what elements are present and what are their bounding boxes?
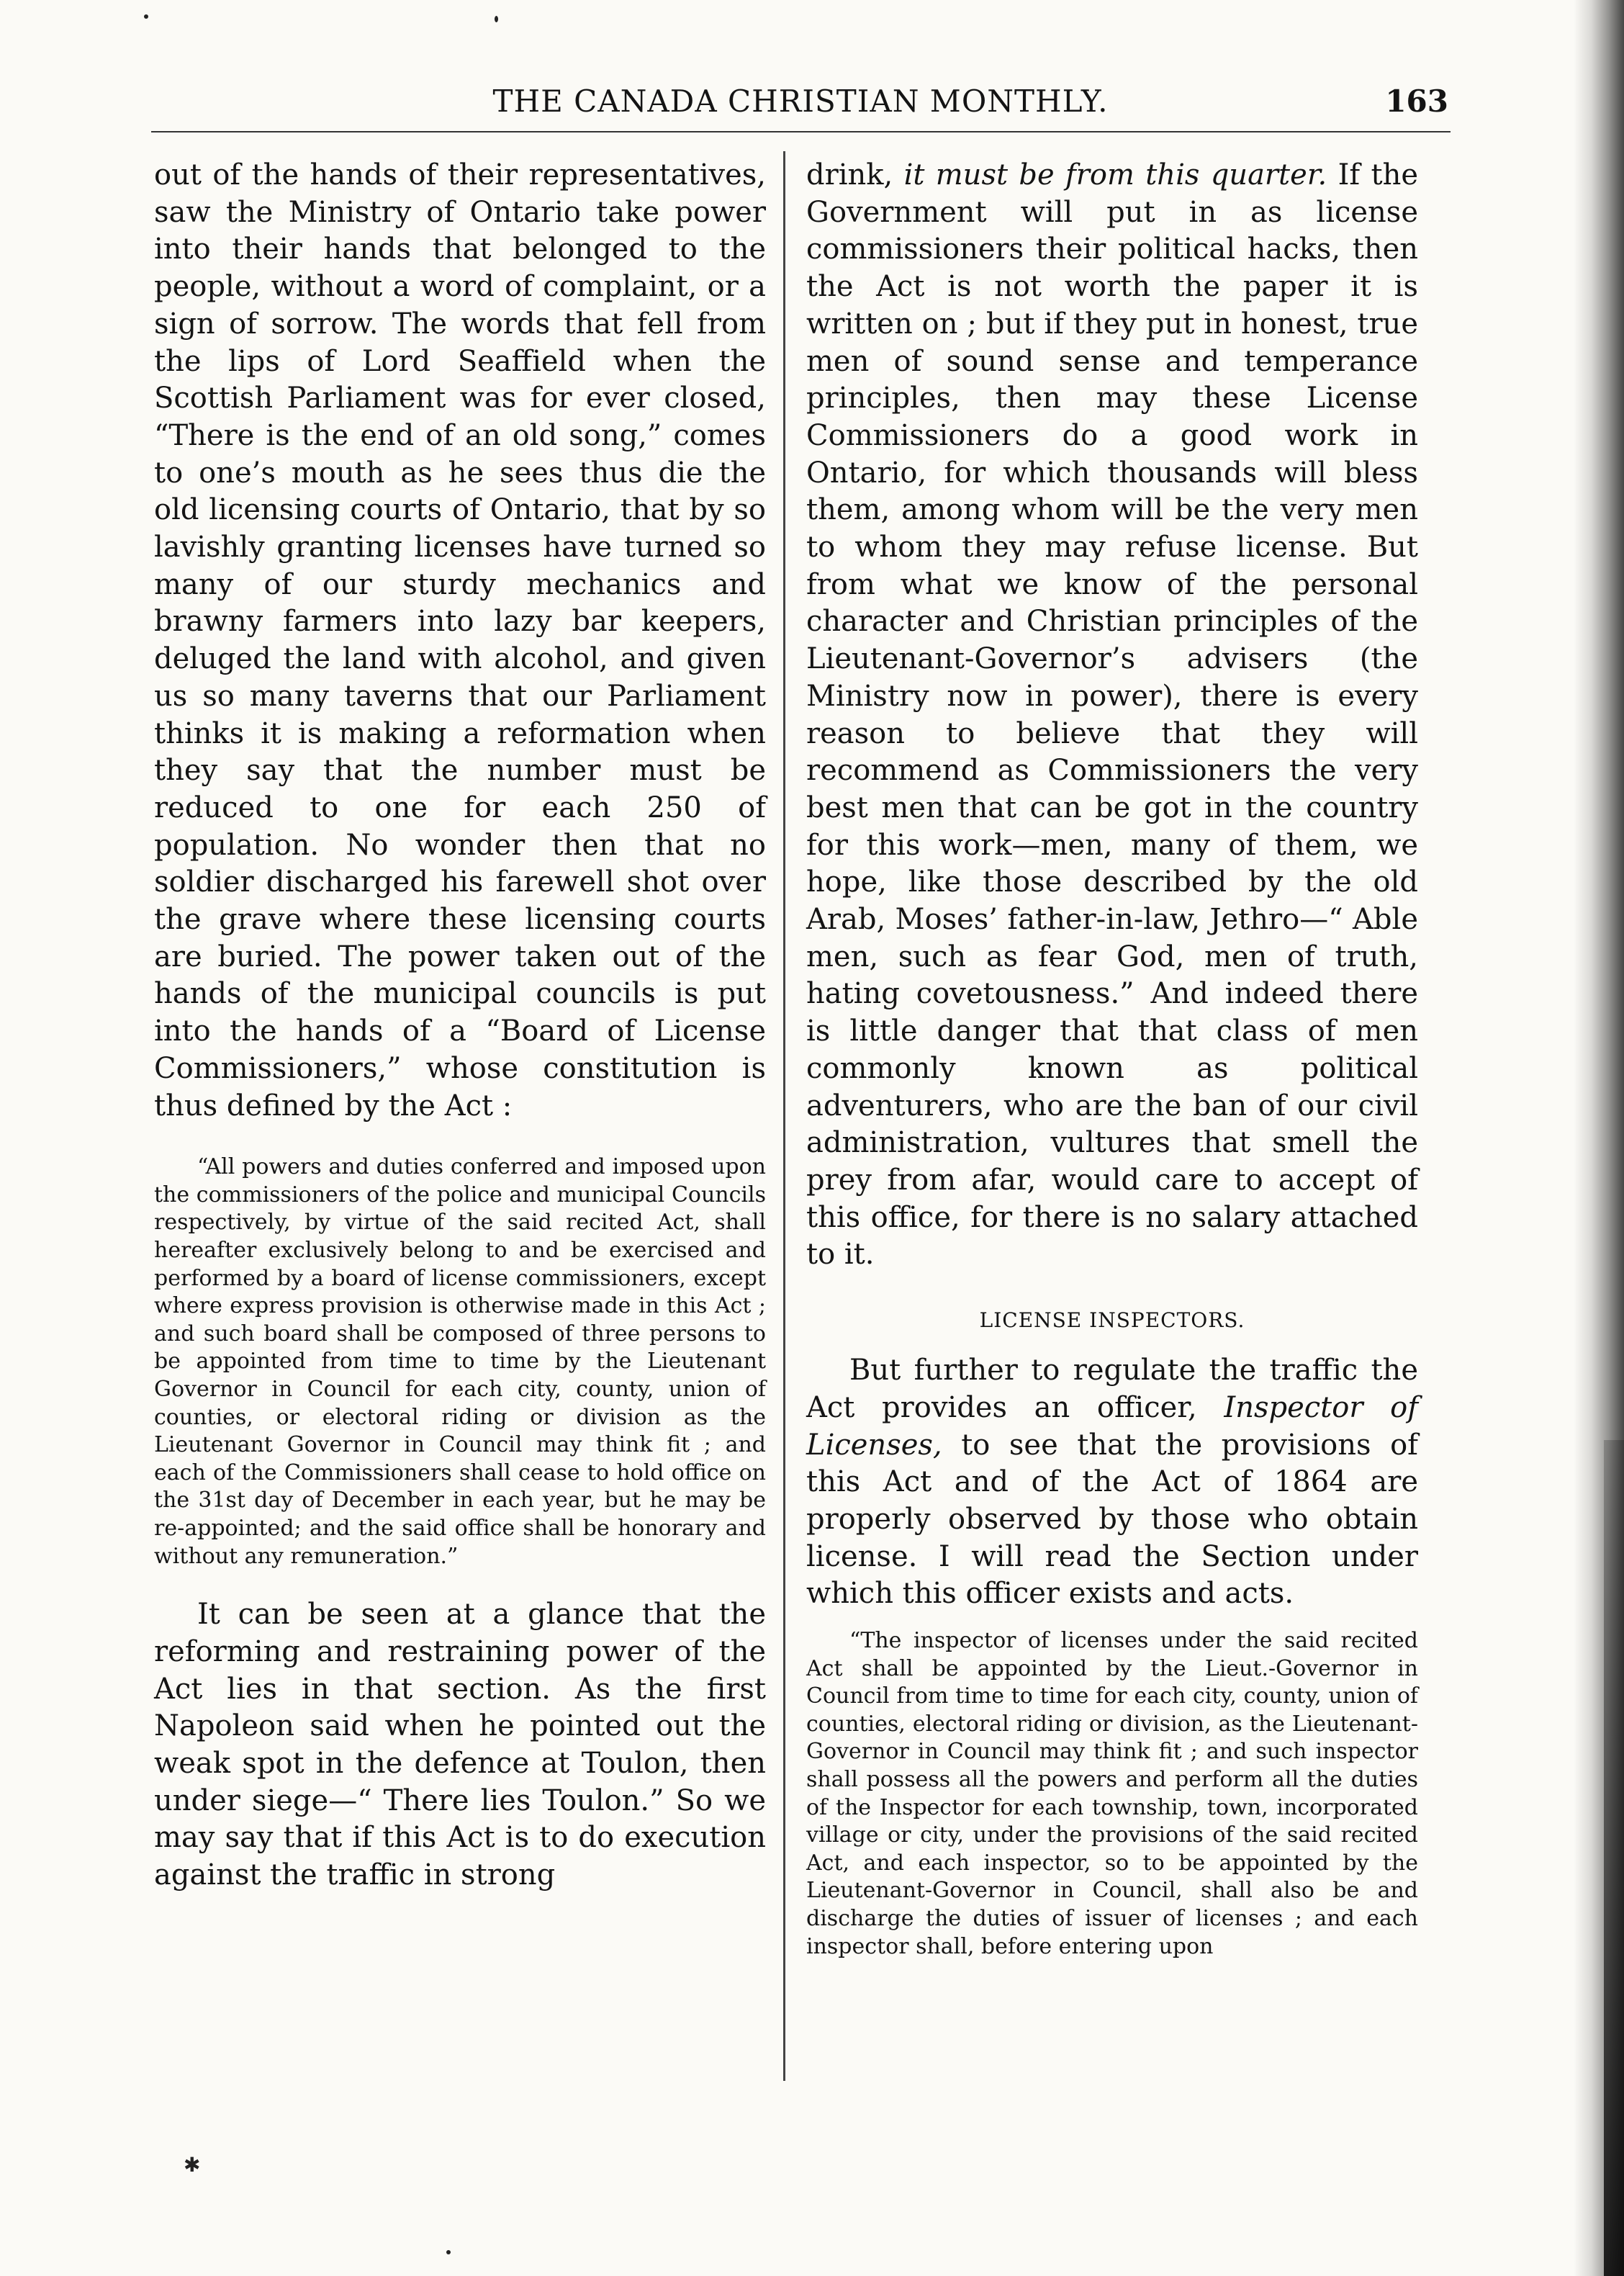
right-p1-rest: If the Government will put in as license commissioners their political hacks, then the Act is not worth the paper it is written on ; but if they put in honest, true men of sound sense and temperance principles, then may these License Commissioners do a good work in Ontario, for which thousands will bless them, among whom will be the very men to whom they may refuse license. But from what we know of the personal character and Christian principles of the Lieutenant-Governor’s advisers (the Ministry now in power), there is every reason to believe that they will recommend as Commissioners the very best men that can be got in the country for this work—men, many of them, we hope, like those described by the old Arab, Moses’ father-in-law, Jethro—“ Able men, such as fear God, men of truth, hating covetousness.” And indeed there is little danger that that class of men commonly known as political adventurers, who are the ban of our civil administration, vultures that smell the prey from afar, would care to accept of this office, for there is no salary attached to it. bbox=[806, 158, 1418, 1272]
ink-speck bbox=[446, 2250, 451, 2254]
page-edge-binding bbox=[1604, 1440, 1624, 2276]
left-paragraph-1: out of the hands of their representatives, saw the Ministry of Ontario take power into their hands that belonged to the people, without a word of complaint, or a sign of sorrow. The words that fell from the lips of Lord Seaffield when the Scottish Parliament was for ever closed, “There is the end of an old song,” comes to one’s mouth as he sees thus die the old licensing courts of Ontario, that by so lavishly granting licenses have turned so many of our sturdy mechanics and brawny farmers into lazy bar keepers, deluged the land with alcohol, and given us so many taverns that our Parliament thinks it is making a reformation when they say that the number must be reduced to one for each 250 of population. No wonder then that no soldier discharged his farewell shot over the grave where these licensing courts are buried. The power taken out of the hands of the municipal councils is put into the hands of a “Board of License Commissioners,” whose constitution is thus defined by the Act : bbox=[154, 158, 766, 1123]
footer-printer-mark: ✱ bbox=[184, 2153, 201, 2177]
page-number: 163 bbox=[1385, 84, 1448, 119]
right-paragraph-1 bbox=[806, 157, 1418, 1274]
right-quote-block: “The inspector of licenses under the said recited Act shall be appointed by the Lieut.-Governor in Council from time to time for each city, county, union of counties, electoral riding or division, as the Lieutenant-Governor in Council may think fit ; and such inspector shall possess all the powers and perform all the duties of the Inspector for each township, town, incorporated village or city, under the provisions of the said recited Act, and each inspector, so to be appointed by the Lieutenant-Governor in Council, shall also be and discharge the duties of issuer of licenses ; and each inspector shall, before entering upon bbox=[806, 1628, 1418, 1959]
right-p2-rest: to see that the provisions of this Act and of the Act of 1864 are properly observed by those who obtain license. I will read the Section under which this officer exists and acts. bbox=[806, 1428, 1418, 1611]
column-divider bbox=[783, 151, 785, 2081]
header-rule bbox=[151, 131, 1451, 132]
right-column bbox=[806, 157, 1418, 1961]
right-p1-italic: it must be from this quarter. bbox=[903, 158, 1327, 192]
right-p1-start: drink, bbox=[806, 158, 893, 192]
journal-title: THE CANADA CHRISTIAN MONTHLY. bbox=[492, 84, 1109, 119]
right-p2-start: But further to regulate the traffic the Act provides an officer, bbox=[806, 1354, 1418, 1424]
right-paragraph-2 bbox=[806, 1352, 1418, 1613]
ink-speck bbox=[495, 16, 498, 22]
left-quote-block: “All powers and duties conferred and imposed upon the commissioners of the police and municipal Councils respectively, by virtue of the said recited Act, shall hereafter exclusively belong to and be exercised and performed by a board of license commissioners, except where express provision is otherwise made in this Act ; and such board shall be composed of three persons to be appointed from time to time by the Lieutenant Governor in Council for each city, county, union of counties, or electoral riding or division as the Lieutenant Governor in Council may think fit ; and each of the Commissioners shall cease to hold office on the 31st day of December in each year, but he may be re-appointed; and the said office shall be honorary and without any remuneration.” bbox=[154, 1154, 766, 1569]
running-header bbox=[153, 81, 1448, 124]
left-paragraph-2: It can be seen at a glance that the reforming and restraining power of the Act lies in that section. As the first Napoleon said when he pointed out the weak spot in the defence at Toulon, then under siege—“ There lies Toulon.” So we may say that if this Act is to do execution against the traffic in strong bbox=[154, 1598, 766, 1892]
left-column bbox=[154, 157, 766, 1894]
right-p2-italic: Inspector of Licenses, bbox=[806, 1390, 1418, 1462]
ink-speck bbox=[144, 14, 148, 19]
section-heading: LICENSE INSPECTORS. bbox=[979, 1308, 1245, 1333]
